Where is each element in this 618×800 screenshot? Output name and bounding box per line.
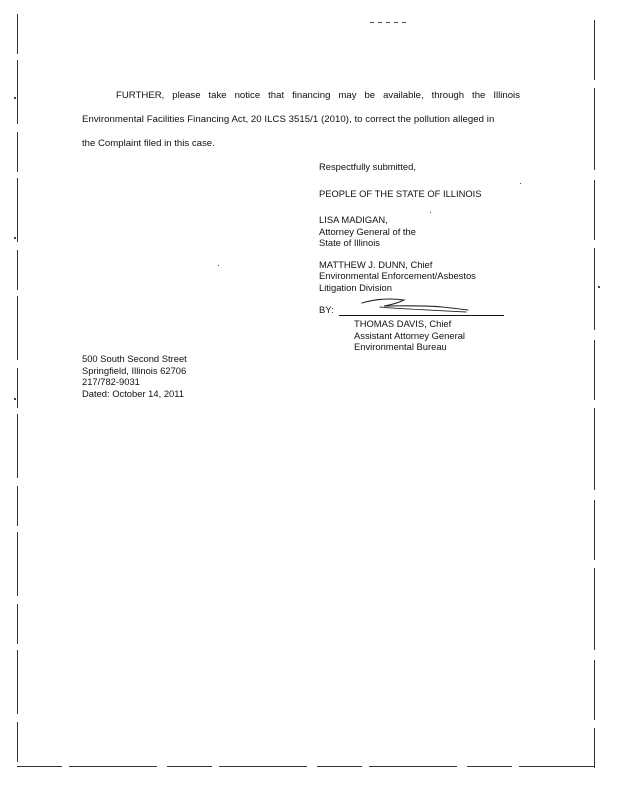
paragraph-line-1 (116, 90, 520, 102)
signer-block (354, 318, 465, 353)
word: Illinois (493, 90, 520, 101)
closing-text: Respectfully submitted, (319, 161, 416, 172)
scan-speck (14, 97, 16, 99)
paragraph-line-3: the Complaint filed in this case. (82, 138, 215, 149)
word: through (431, 90, 465, 101)
division-chief-name: MATTHEW J. DUNN, Chief (319, 258, 433, 270)
scan-speck (14, 398, 16, 400)
address-phone: 217/782-9031 (82, 376, 140, 388)
attorney-general-title: State of Illinois (319, 237, 380, 248)
signer-title: Assistant Attorney General (354, 329, 465, 341)
word: take (208, 90, 227, 101)
word: be (364, 90, 376, 101)
division-chief-title: Environmental Enforcement/Asbestos (319, 270, 476, 281)
scan-edge-left (17, 14, 18, 766)
word: please (172, 90, 201, 101)
address-street: 500 South Second Street (82, 353, 187, 364)
word: the (472, 90, 486, 101)
date-line: Dated: October 14, 2011 (82, 388, 184, 400)
signer-name: THOMAS DAVIS, Chief (354, 318, 452, 329)
scan-edge-bottom (17, 766, 595, 767)
signature-block (319, 161, 482, 293)
scan-speck (598, 286, 600, 288)
signer-title: Environmental Bureau (354, 341, 447, 352)
word: may (338, 90, 357, 101)
word: financing (292, 90, 331, 101)
word: notice (234, 90, 261, 101)
scan-speck (520, 183, 521, 184)
scan-edge-top (370, 22, 410, 23)
scan-speck (14, 237, 16, 239)
handwritten-signature (360, 295, 470, 317)
paragraph-line-2: Environmental Facilities Financing Act, 20 ILCS 3515/1 (2010), to correct the pollution alleged in (82, 114, 495, 125)
address-block (82, 353, 187, 400)
attorney-general-name: LISA MADIGAN, (319, 214, 388, 225)
address-city: Springfield, Illinois 62706 (82, 364, 187, 376)
scan-speck (218, 265, 219, 266)
attorney-general-title: Attorney General of the (319, 225, 416, 237)
by-label: BY: (319, 304, 334, 315)
word: available, (383, 90, 424, 101)
scan-edge-right (594, 20, 595, 768)
division-chief-title: Litigation Division (319, 281, 392, 293)
word: that (268, 90, 285, 101)
word: FURTHER, (116, 90, 165, 101)
party-name: PEOPLE OF THE STATE OF ILLINOIS (319, 187, 482, 199)
